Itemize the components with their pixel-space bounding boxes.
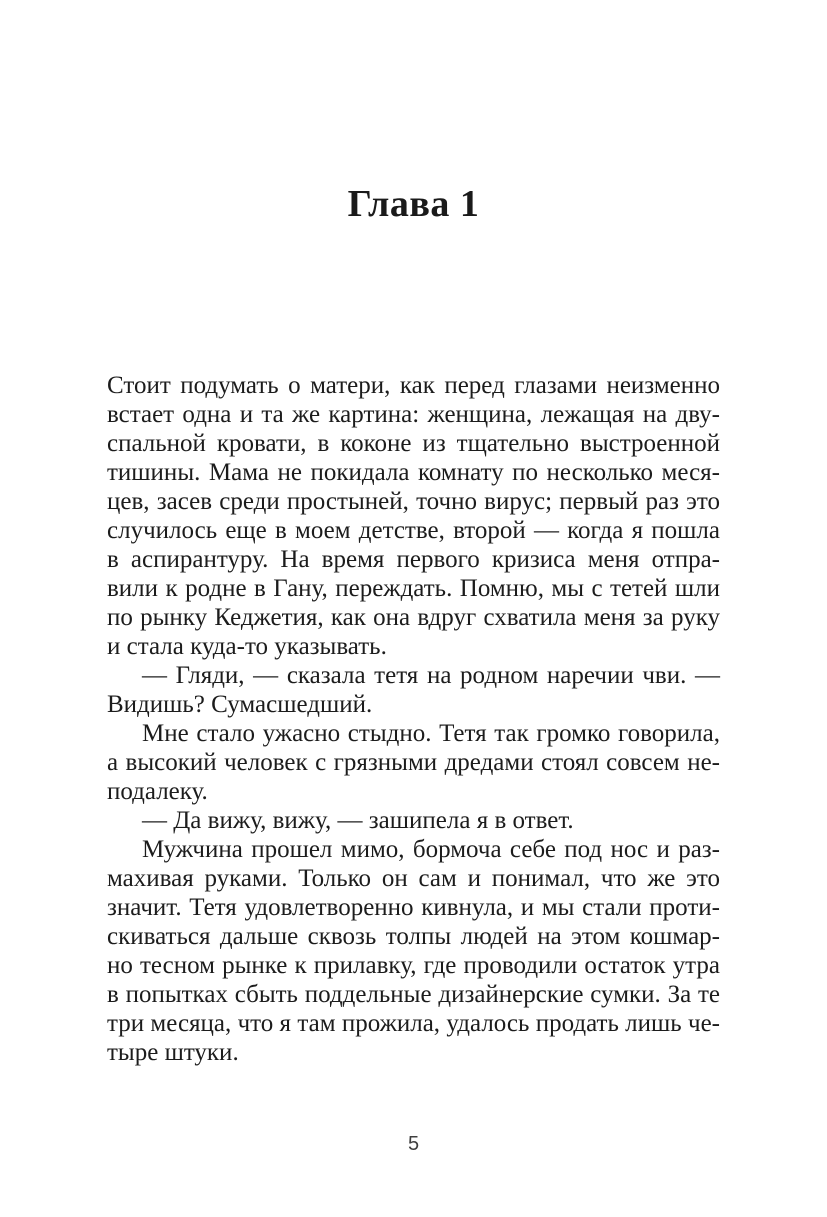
text-line: Стоит подумать о матери, как перед глазами неизменно bbox=[107, 372, 720, 399]
text-line: значит. Тетя удовлетворенно кивнула, и мы стали проти- bbox=[107, 894, 720, 921]
chapter-title: Глава 1 bbox=[347, 183, 480, 225]
text-line: подалеку. bbox=[107, 778, 208, 805]
text-line: встает одна и та же картина: женщина, лежащая на дву- bbox=[107, 401, 720, 428]
text-line: а высокий человек с грязными дредами стоял совсем не- bbox=[107, 749, 720, 776]
text-line: в попытках сбыть поддельные дизайнерские сумки. За те bbox=[107, 981, 720, 1008]
text-line: три месяца, что я там прожила, удалось продать лишь че- bbox=[107, 1010, 720, 1037]
text-line: по рынку Кеджетия, как она вдруг схватила меня за руку bbox=[107, 604, 720, 631]
text-line: — Гляди, — сказала тетя на родном наречии чви. — bbox=[142, 662, 720, 689]
text-line: махивая руками. Только он сам и понимал, что же это bbox=[107, 865, 720, 892]
text-line: вили к родне в Гану, переждать. Помню, мы с тетей шли bbox=[107, 575, 720, 602]
page-number: 5 bbox=[407, 1133, 420, 1155]
text-line: Мне стало ужасно стыдно. Тетя так громко говорила, bbox=[142, 720, 720, 747]
text-line: тишины. Мама не покидала комнату по несколько меся- bbox=[107, 459, 720, 486]
text-line: тыре штуки. bbox=[107, 1039, 239, 1066]
text-line: — Да вижу, вижу, — зашипела я в ответ. bbox=[142, 807, 574, 834]
text-line: и стала куда-то указывать. bbox=[107, 633, 387, 660]
text-line: скиваться дальше сквозь толпы людей на этом кошмар- bbox=[107, 923, 720, 950]
text-line: случилось еще в моем детстве, второй — когда я пошла bbox=[107, 517, 720, 544]
text-line: Видишь? Сумасшедший. bbox=[107, 691, 373, 718]
chapter-body bbox=[107, 371, 720, 1067]
text-line: спальной кровати, в коконе из тщательно выстроенной bbox=[107, 430, 720, 457]
text-line: цев, засев среди простыней, точно вирус; первый раз это bbox=[107, 488, 720, 515]
text-line: Мужчина прошел мимо, бормоча себе под нос и раз- bbox=[142, 836, 720, 863]
text-line: в аспирантуру. На время первого кризиса меня отпра- bbox=[107, 546, 720, 573]
text-line: но тесном рынке к прилавку, где проводили остаток утра bbox=[107, 952, 720, 979]
